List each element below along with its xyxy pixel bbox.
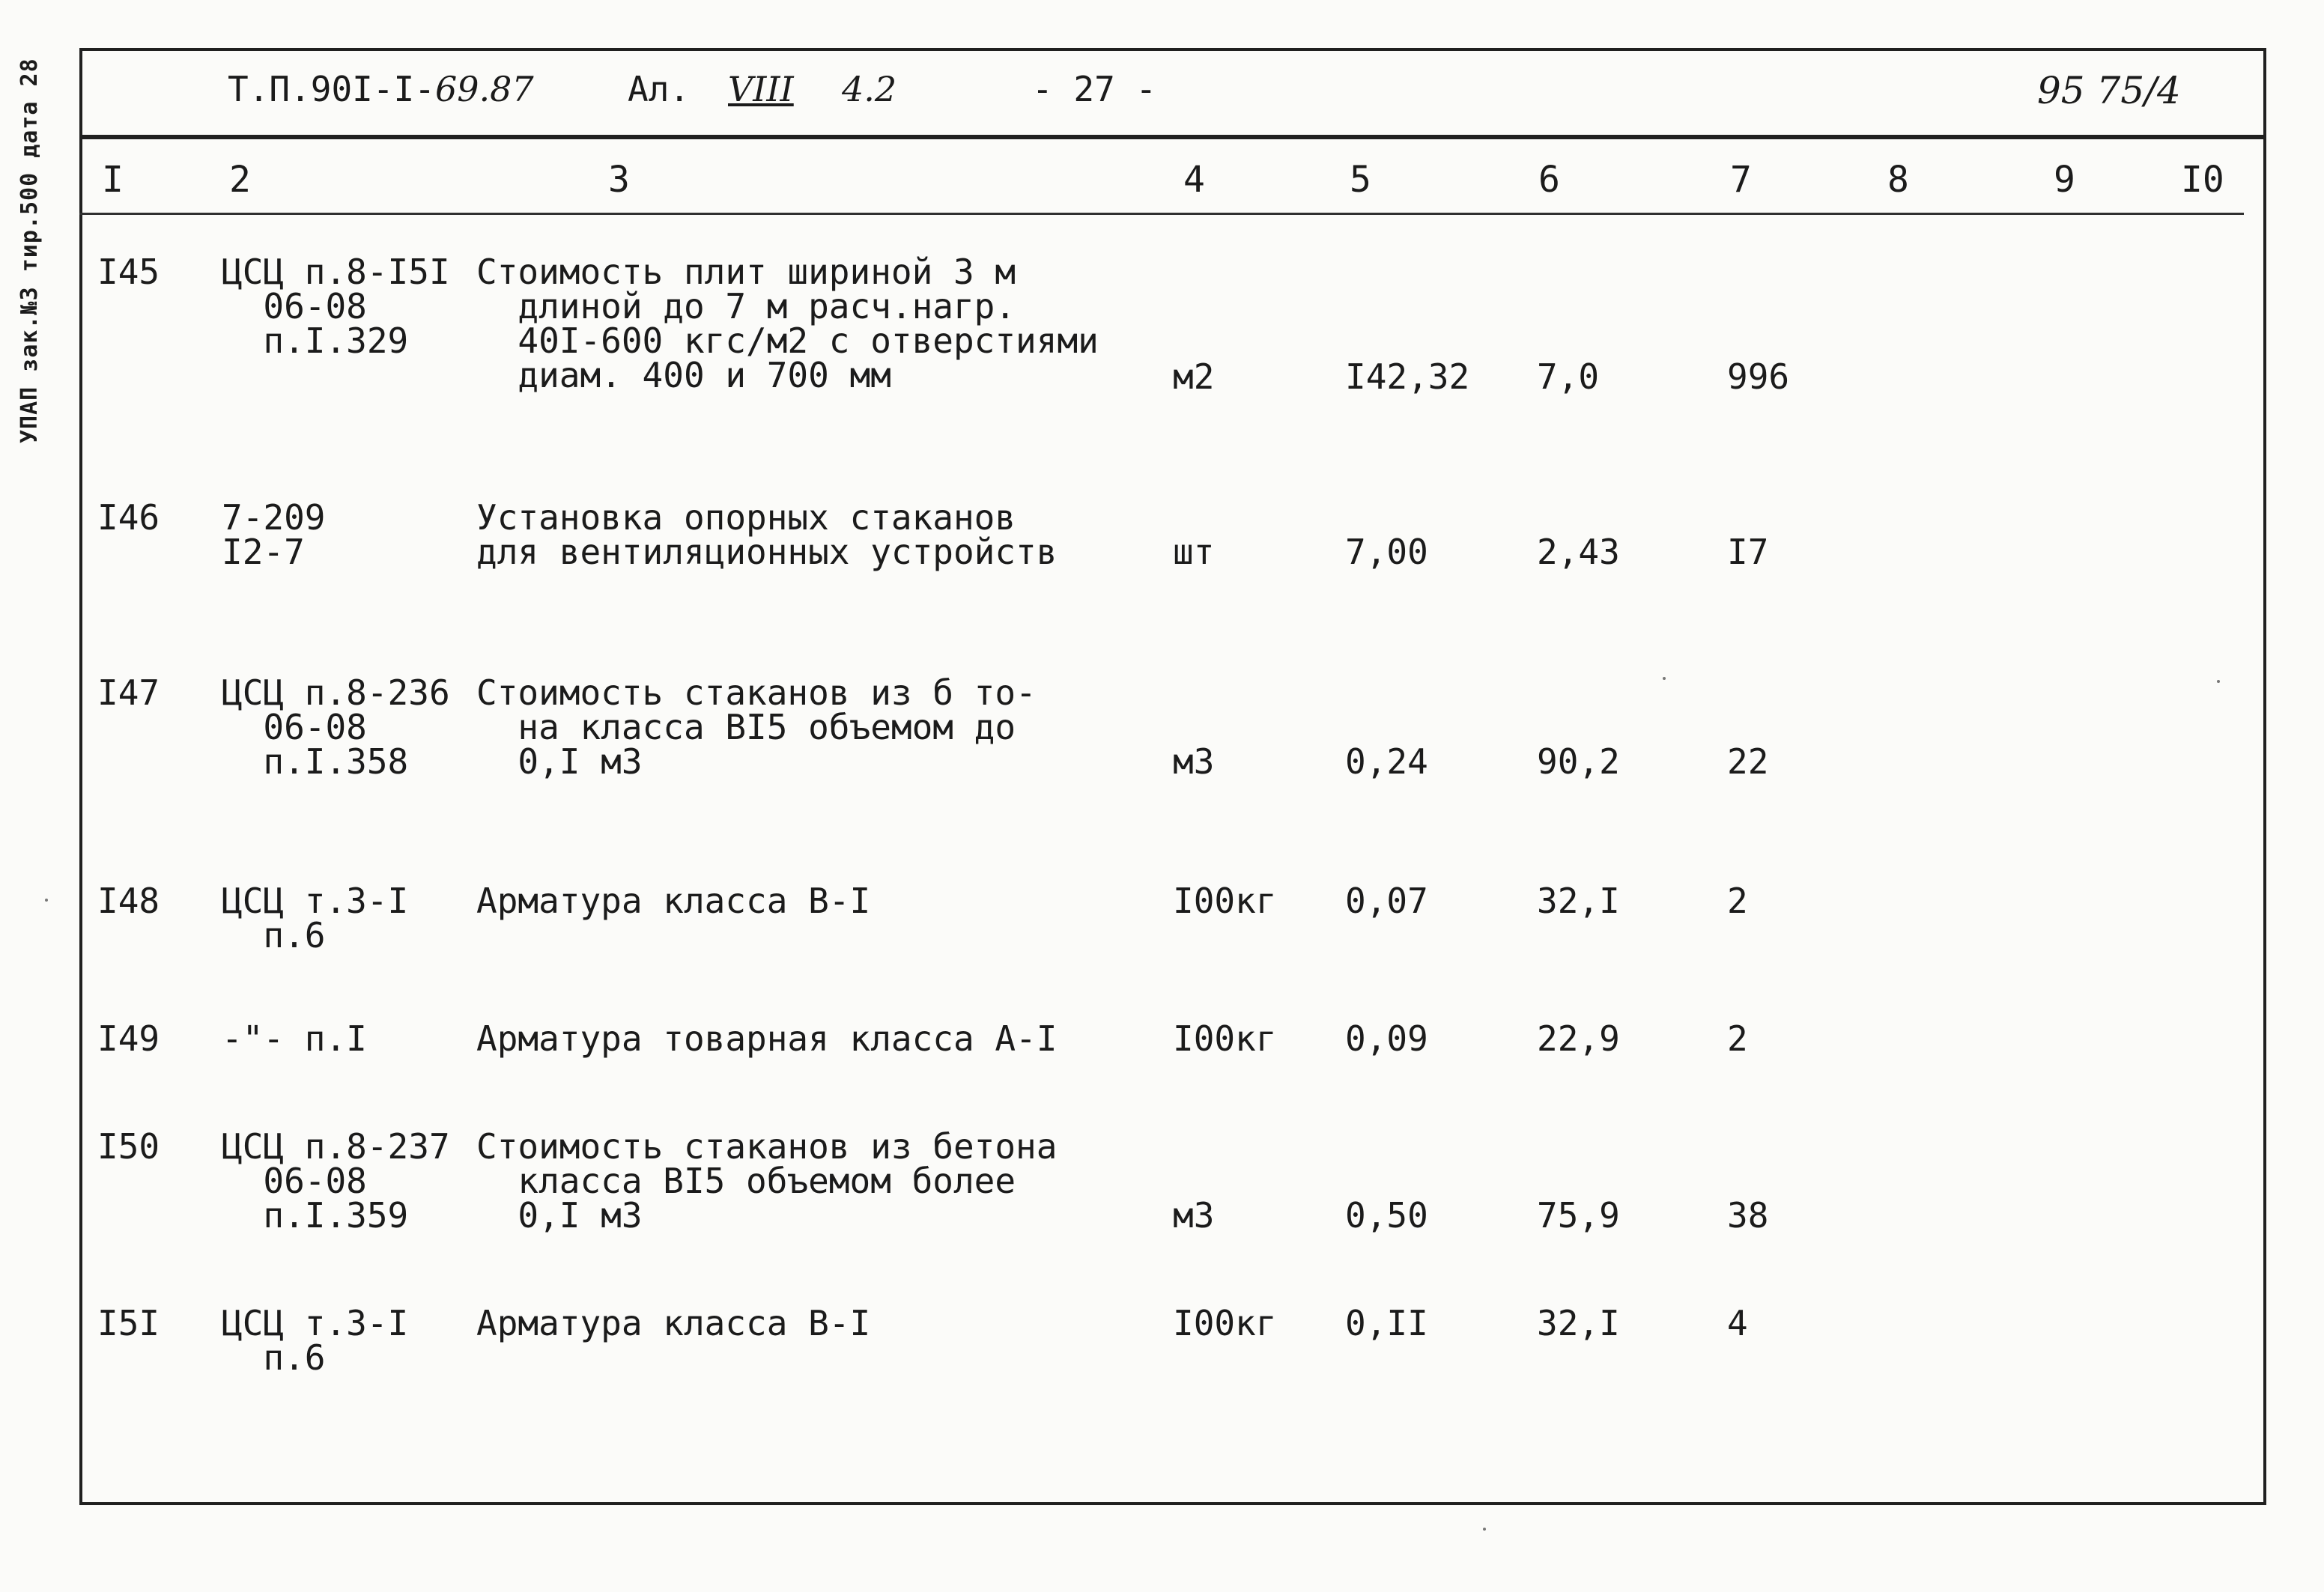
row-number: I5I xyxy=(97,1303,160,1343)
row-code-line: п.I.329 xyxy=(222,320,409,361)
row-code-line: 7-209 xyxy=(222,497,326,538)
row-code-line: 06-08 xyxy=(222,707,367,747)
row-unit: I00кг xyxy=(1173,1303,1277,1343)
scan-speck xyxy=(1483,1528,1486,1531)
row-price: 7,0 xyxy=(1537,356,1600,397)
row-quantity: I42,32 xyxy=(1345,356,1470,397)
column-number: 9 xyxy=(2054,159,2075,201)
row-description-line: 0,I м3 xyxy=(476,1195,643,1236)
row-unit: I00кг xyxy=(1173,881,1277,921)
doc-code-prefix: Т.П.90I-I- xyxy=(228,69,435,109)
row-description-line: на класса BI5 объемом до xyxy=(476,707,1016,747)
row-code-line: п.I.358 xyxy=(222,741,409,782)
row-description-line: 0,I м3 xyxy=(476,741,643,782)
row-quantity: 0,50 xyxy=(1345,1195,1428,1236)
row-total: 2 xyxy=(1727,881,1748,921)
row-price: 75,9 xyxy=(1537,1195,1620,1236)
column-number: 6 xyxy=(1538,159,1560,201)
row-description-line: Стоимость стаканов из бетона xyxy=(476,1126,1058,1167)
row-description-line: Установка опорных стаканов xyxy=(476,497,1016,538)
column-number: 4 xyxy=(1183,159,1205,201)
row-description-line: для вентиляционных устройств xyxy=(476,532,1058,572)
row-price: 22,9 xyxy=(1537,1018,1620,1059)
row-description-line: 40I-600 кгс/м2 с отверстиями xyxy=(476,320,1099,361)
row-number: I47 xyxy=(97,672,160,713)
row-unit: м2 xyxy=(1173,356,1215,397)
side-print-stamp xyxy=(10,54,52,473)
row-code-line: ЦСЦ п.8-I5I xyxy=(222,252,450,292)
row-unit: м3 xyxy=(1173,741,1215,782)
row-total: 38 xyxy=(1727,1195,1769,1236)
row-description-line: длиной до 7 м расч.нагр. xyxy=(476,286,1016,326)
row-description-line: Арматура класса В-I xyxy=(476,1303,871,1343)
page-number: - 27 - xyxy=(1032,69,1157,109)
row-code-line: п.6 xyxy=(222,1337,326,1378)
row-total: 22 xyxy=(1727,741,1769,782)
row-number: I45 xyxy=(97,252,160,292)
row-description-line: Арматура товарная класса А-I xyxy=(476,1018,1058,1059)
column-number: 2 xyxy=(229,159,251,201)
row-number: I48 xyxy=(97,881,160,921)
scan-speck xyxy=(45,899,48,902)
row-code-line: -"- п.I xyxy=(222,1018,367,1059)
row-quantity: 0,07 xyxy=(1345,881,1428,921)
row-quantity: 7,00 xyxy=(1345,532,1428,572)
scan-speck xyxy=(2217,680,2220,683)
column-number: I xyxy=(102,159,124,201)
column-number: 5 xyxy=(1350,159,1371,201)
row-code-line: 06-08 xyxy=(222,1161,367,1201)
side-stamp-text: УПАП зак.№3 тир.500 дата 28 xyxy=(16,58,43,443)
row-number: I50 xyxy=(97,1126,160,1167)
row-unit: шт xyxy=(1173,532,1215,572)
column-header-divider xyxy=(79,213,2244,215)
row-quantity: 0,II xyxy=(1345,1303,1428,1343)
row-price: 2,43 xyxy=(1537,532,1620,572)
row-number: I49 xyxy=(97,1018,160,1059)
row-code-line: ЦСЦ п.8-237 xyxy=(222,1126,450,1167)
row-price: 32,I xyxy=(1537,1303,1620,1343)
row-code-line: ЦСЦ п.8-236 xyxy=(222,672,450,713)
section-number: 4.2 xyxy=(842,69,897,109)
row-code-line: I2-7 xyxy=(222,532,305,572)
row-quantity: 0,09 xyxy=(1345,1018,1428,1059)
column-number: 3 xyxy=(608,159,630,201)
row-total: 2 xyxy=(1727,1018,1748,1059)
row-unit: м3 xyxy=(1173,1195,1215,1236)
row-code-line: п.I.359 xyxy=(222,1195,409,1236)
album-label: Ал. xyxy=(628,69,691,109)
row-quantity: 0,24 xyxy=(1345,741,1428,782)
column-number: 7 xyxy=(1730,159,1752,201)
row-unit: I00кг xyxy=(1173,1018,1277,1059)
row-description-line: Стоимость плит шириной 3 м xyxy=(476,252,1016,292)
row-description-line: Арматура класса В-I xyxy=(476,881,871,921)
doc-code xyxy=(228,69,534,109)
row-total: 4 xyxy=(1727,1303,1748,1343)
row-description-line: класса BI5 объемом более xyxy=(476,1161,1016,1201)
row-number: I46 xyxy=(97,497,160,538)
scan-speck xyxy=(1663,677,1666,680)
doc-code-suffix: 69.87 xyxy=(434,69,534,109)
row-description-line: диам. 400 и 700 мм xyxy=(476,355,891,395)
row-description-line: Стоимость стаканов из б то- xyxy=(476,672,1037,713)
row-total: 996 xyxy=(1727,356,1790,397)
column-number: 8 xyxy=(1887,159,1909,201)
header-divider xyxy=(79,135,2266,139)
row-code-line: ЦСЦ т.3-I xyxy=(222,881,409,921)
row-code-line: 06-08 xyxy=(222,286,367,326)
row-price: 90,2 xyxy=(1537,741,1620,782)
column-number: I0 xyxy=(2181,159,2224,201)
row-code-line: ЦСЦ т.3-I xyxy=(222,1303,409,1343)
album-number: VIII xyxy=(728,69,794,109)
row-code-line: п.6 xyxy=(222,915,326,955)
row-price: 32,I xyxy=(1537,881,1620,921)
row-total: I7 xyxy=(1727,532,1769,572)
sheet-reference: 95 75/4 xyxy=(2037,69,2181,112)
